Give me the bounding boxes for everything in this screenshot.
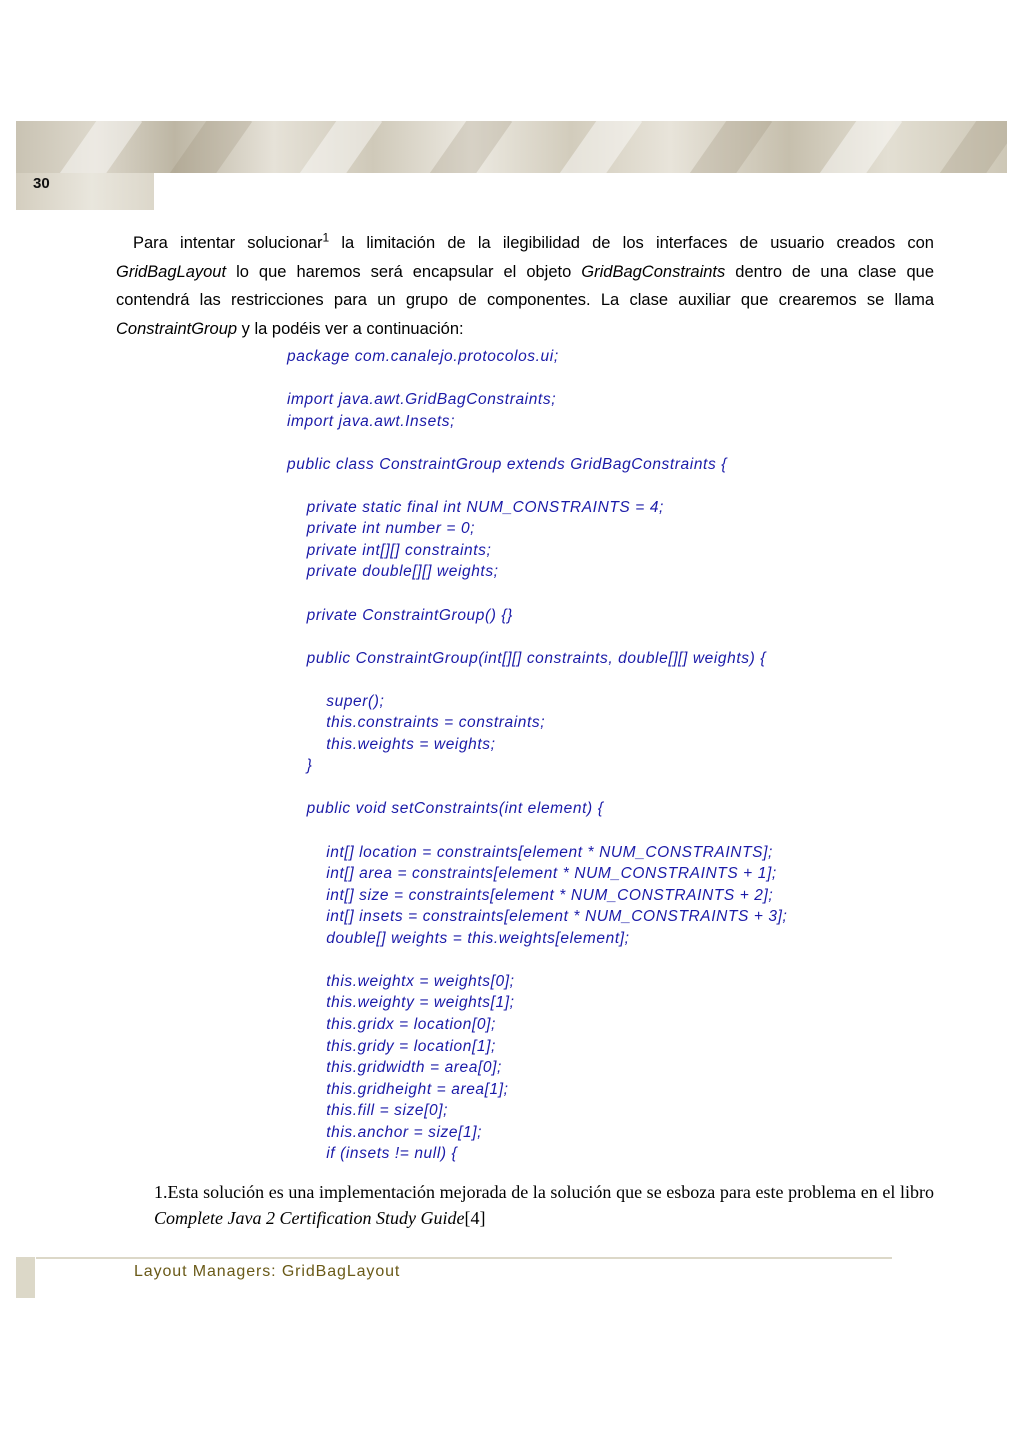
class-name-emphasis: GridBagLayout (116, 262, 227, 281)
header-decorative-band (16, 121, 1007, 173)
code-line: this.fill = size[0]; (287, 1102, 449, 1120)
class-name-emphasis: GridBagConstraints (581, 262, 726, 281)
header-texture-streak (928, 121, 1007, 173)
code-line (287, 368, 907, 390)
code-line: private static final int NUM_CONSTRAINTS = 4; (287, 498, 664, 516)
code-line: this.weights = weights; (287, 735, 496, 753)
intro-paragraph (116, 229, 934, 343)
code-line (287, 583, 907, 605)
code-line (287, 820, 907, 842)
footer-running-title: Layout Managers: GridBagLayout (134, 1263, 401, 1280)
header-texture-streak (288, 121, 382, 173)
code-line: double[] weights = this.weights[element]; (287, 929, 630, 947)
code-line: int[] location = constraints[element * NUM_CONSTRAINTS]; (287, 843, 773, 861)
header-texture-streak (158, 121, 252, 173)
header-texture-streak (48, 121, 142, 173)
code-line: import java.awt.GridBagConstraints; (287, 391, 557, 409)
intro-text: dentro de una clase que contendrá las restricciones para un grupo de componentes. La clase auxiliar que crearemos se llama (116, 262, 934, 309)
code-line: if (insets != null) { (287, 1145, 458, 1163)
code-line: import java.awt.Insets; (287, 412, 455, 430)
code-line (287, 949, 907, 971)
header-texture-streak (548, 121, 642, 173)
code-line: super(); (287, 692, 385, 710)
code-line: this.gridheight = area[1]; (287, 1080, 509, 1098)
code-line (287, 777, 907, 799)
code-line: int[] size = constraints[element * NUM_CONSTRAINTS + 2]; (287, 886, 774, 904)
footnote (154, 1179, 934, 1231)
code-line: package com.canalejo.protocolos.ui; (287, 348, 559, 365)
code-line: private double[][] weights; (287, 563, 499, 581)
code-line: private int number = 0; (287, 520, 476, 538)
intro-text: la limitación de la ilegibilidad de los interfaces de usuario creados con (329, 234, 934, 252)
code-line: } (287, 757, 313, 775)
code-line (287, 432, 907, 454)
code-line (287, 626, 907, 648)
header-texture-streak (418, 121, 512, 173)
code-line (287, 669, 907, 691)
book-title: Complete Java 2 Certification Study Guide (154, 1208, 465, 1228)
footer-block (16, 1257, 35, 1298)
code-listing (287, 346, 907, 1165)
header-texture-streak (678, 121, 772, 173)
class-name-emphasis: ConstraintGroup (116, 319, 238, 338)
code-line: private int[][] constraints; (287, 541, 492, 559)
footnote-citation: [4] (464, 1208, 486, 1228)
code-line: this.constraints = constraints; (287, 714, 546, 732)
code-line (287, 475, 907, 497)
intro-text: lo que haremos será encapsular el objeto (226, 262, 582, 281)
page-number: 30 (33, 175, 50, 192)
footnote-reference: 1 (322, 230, 330, 245)
code-line: public class ConstraintGroup extends GridBagConstraints { (287, 455, 727, 473)
code-line: this.gridy = location[1]; (287, 1037, 496, 1055)
header-texture-streak (808, 121, 902, 173)
code-line: int[] insets = constraints[element * NUM_CONSTRAINTS + 3]; (287, 908, 788, 926)
intro-text: Para intentar solucionar (133, 234, 323, 252)
code-line: this.gridwidth = area[0]; (287, 1059, 502, 1077)
code-line: public ConstraintGroup(int[][] constraints, double[][] weights) { (287, 649, 767, 667)
code-line: this.weightx = weights[0]; (287, 972, 515, 990)
code-line: int[] area = constraints[element * NUM_CONSTRAINTS + 1]; (287, 865, 777, 883)
code-line: public void setConstraints(int element) { (287, 800, 604, 818)
footer-rule (36, 1257, 892, 1259)
code-line: this.weighty = weights[1]; (287, 994, 515, 1012)
code-line: this.anchor = size[1]; (287, 1123, 483, 1141)
code-line: private ConstraintGroup() {} (287, 606, 513, 624)
footnote-text: 1.Esta solución es una implementación mejorada de la solución que se esboza para este problema en el libro (154, 1182, 934, 1202)
code-line: this.gridx = location[0]; (287, 1015, 496, 1033)
intro-text: y la podéis ver a continuación: (237, 319, 464, 338)
